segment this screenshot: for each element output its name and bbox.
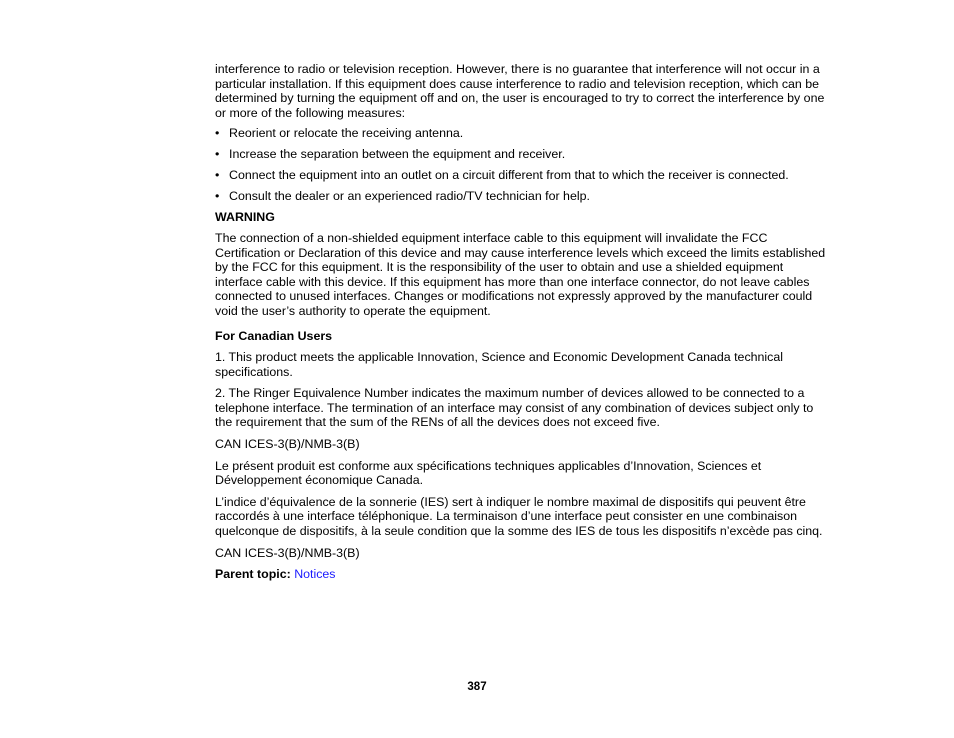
bullet-icon: • [215,147,220,162]
list-item [215,147,827,162]
canadian-paragraph-1: 1. This product meets the applicable Innovation, Science and Economic Development Canada technical specifications. [215,350,784,379]
list-item [215,189,827,204]
list-item-text: Increase the separation between the equipment and receiver. [229,147,566,162]
list-item [215,126,827,141]
list-item [215,168,827,183]
bullet-icon: • [215,126,220,141]
french-paragraph-2: L’indice d’équivalence de la sonnerie (IES) sert à indiquer le nombre maximal de dispositifs qui peuvent être raccordés à une interface téléphonique. La terminaison d’une interface peut consister en une combinaison quelconque de dispositifs, à la seule condition que la somme des IES de tous les dispositifs n’excède pas cinq. [215,494,823,538]
intro-paragraph: interference to radio or television reception. However, there is no guarantee that interference will not occur in a particular installation. If this equipment does cause interference to radio and television reception, which can be determined by turning the equipment off and on, the user is encouraged to try to correct the interference by one or more of the following measures: [215,62,825,120]
measures-list [215,126,827,204]
canadian-users-heading: For Canadian Users [215,329,333,344]
ices-statement-2: CAN ICES-3(B)/NMB-3(B) [215,545,360,560]
page-number: 387 [467,681,487,693]
warning-paragraph: The connection of a non-shielded equipment interface cable to this equipment will invalidate the FCC Certification or Declaration of this device and may cause interference levels which exceed the limits established by the FCC for this equipment. It is the responsibility of the user to obtain and use a shielded equipment interface cable with this device. If this equipment has more than one interface connector, do not leave cables connected to unused interfaces. Changes or modifications not expressly approved by the manufacturer could void the user’s authority to operate the equipment. [215,230,826,318]
ices-statement-1: CAN ICES-3(B)/NMB-3(B) [215,437,360,452]
list-item-text: Connect the equipment into an outlet on a circuit different from that to which the receiver is connected. [229,168,789,183]
notices-link[interactable]: Notices [294,567,336,582]
parent-topic [215,567,827,582]
canadian-paragraph-2: 2. The Ringer Equivalence Number indicates the maximum number of devices allowed to be connected to a telephone interface. The termination of an interface may consist of any combination of devices subject only to the requirement that the sum of the RENs of all the devices does not exceed five. [215,386,814,430]
warning-heading: WARNING [215,210,275,225]
bullet-icon: • [215,168,220,183]
bullet-icon: • [215,189,220,204]
document-body [215,62,827,589]
french-paragraph-1: Le présent produit est conforme aux spécifications techniques applicables d’Innovation, Sciences et Développement économique Canada. [215,458,762,488]
list-item-text: Consult the dealer or an experienced radio/TV technician for help. [229,189,590,204]
parent-topic-label: Parent topic: [215,567,291,582]
list-item-text: Reorient or relocate the receiving antenna. [229,126,464,141]
